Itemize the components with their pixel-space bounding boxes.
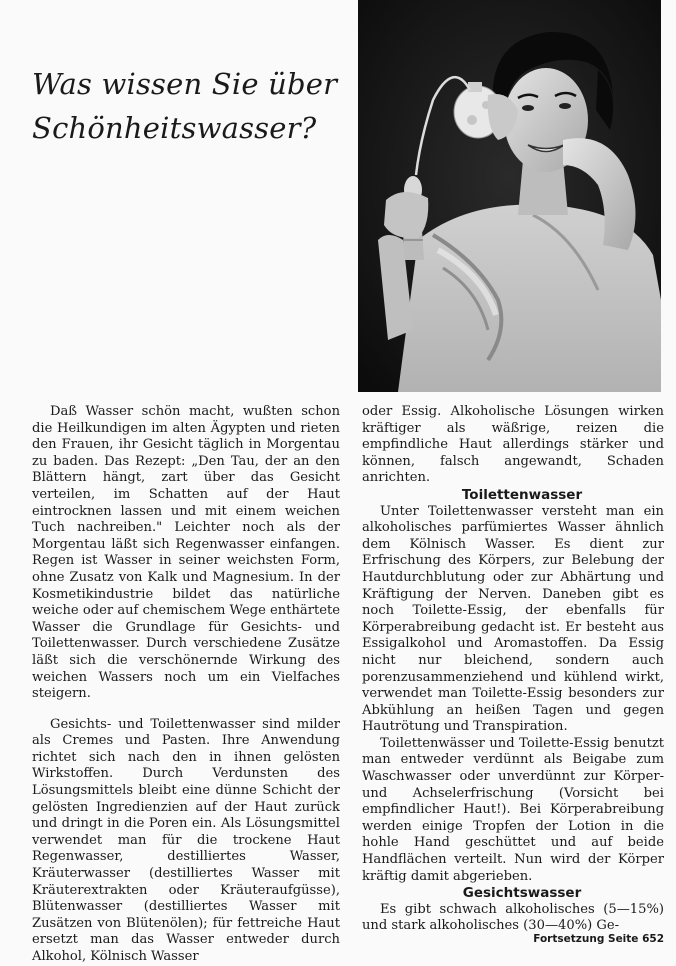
body-paragraph: Gesichts- und Toilettenwasser sind milder als Cremes und Pasten. Ihre Anwendung richtet sich nach den in ihnen gelösten Wirkstoffen. Durch Verdunsten des Lösungsmittels bleibt eine dünne Schicht der gelösten Ingredienzien auf der Haut zurück und dringt in die Poren ein. Als Lösungsmittel verwendet man für die trockene Haut Regenwasser, destilliertes Wasser, Kräuterwasser (destilliertes Wasser mit Kräuterextrakten oder Kräuteraufgüsse), Blütenwasser (destilliertes Wasser mit Zusätzen von Blütenölen); für fettreiche Haut ersetzt man das Wasser entweder durch Alkohol, Kölnisch Wasser: [32, 716, 340, 964]
article-title: [32, 62, 352, 150]
section-heading-toilettenwasser: Toilettenwasser: [461, 486, 583, 503]
right-column: [362, 404, 664, 935]
continued-paragraph: oder Essig. Alkoholische Lösungen wirken kräftiger als wäßrige, reizen die empfindliche Haut allerdings stärker und können, falsch angewandt, Schaden anrichten.: [362, 404, 664, 486]
title-line-2: Schönheitswasser?: [32, 111, 317, 145]
article-photo: [358, 0, 661, 392]
section-heading-gesichtswasser: Gesichtswasser: [462, 885, 582, 902]
gesichtswasser-paragraph: Es gibt schwach alkoholisches (5—15%) und stark alkoholisches (30—40%) Ge-: [362, 901, 664, 934]
woman-with-atomizer-illustration: [358, 0, 661, 392]
toilettenwasser-paragraph-1: Unter Toilettenwasser versteht man ein alkoholisches parfümiertes Wasser ähnlich dem Kölnisch Wasser. Es dient zur Erfrischung des Körpers, zur Belebung der Hautdurchblutung oder zur Abhärtung und Kräftigung der Nerven. Daneben gibt es noch Toilette-Essig, der ebenfalls für Körperabreibung gedacht ist. Er besteht aus Essigalkohol und Aromastoffen. Da Essig nicht nur bleichend, sondern auch porenzusammenziehend und kühlend wirkt, verwendet man Toilette-Essig besonders zur Abkühlung an heißen Tagen und gegen Hautrötung und Transpiration.: [362, 503, 664, 735]
intro-paragraph: Daß Wasser schön macht, wußten schon die Heilkundigen im alten Ägypten und rieten den Frauen, ihr Gesicht täglich in Morgentau zu baden. Das Rezept: „Den Tau, der an den Blättern hängt, zart über das Gesicht verteilen, im Schatten auf der Haut eintrocknen lassen und mit einem weichen Tuch nachreiben." Leichter noch als der Morgentau läßt sich Regenwasser einfangen. Regen ist Wasser in seiner weichsten Form, ohne Zusatz von Kalk und Magnesium. In der Kosmetikindustrie bildet das natürliche weiche oder auf chemischem Wege enthärtete Wasser die Grundlage für Gesichts- und Toilettenwasser. Durch verschiedene Zusätze läßt sich die verschönernde Wirkung des weichen Wassers noch um ein Vielfaches steigern.: [32, 404, 340, 702]
title-line-1: Was wissen Sie über: [32, 67, 338, 101]
continuation-note: Fortsetzung Seite 652: [533, 933, 664, 945]
toilettenwasser-paragraph-2: Toilettenwässer und Toilette-Essig benutzt man entweder verdünnt als Beigabe zum Waschwasser oder unverdünnt zur Körper- und Achselerfrischung (Vorsicht bei empfindlicher Haut!). Bei Körperabreibung werden einige Tropfen der Lotion in die hohle Hand geschüttet und auf beide Handflächen verteilt. Nun wird der Körper kräftig damit abgerieben.: [362, 735, 664, 884]
left-column: [32, 404, 340, 966]
